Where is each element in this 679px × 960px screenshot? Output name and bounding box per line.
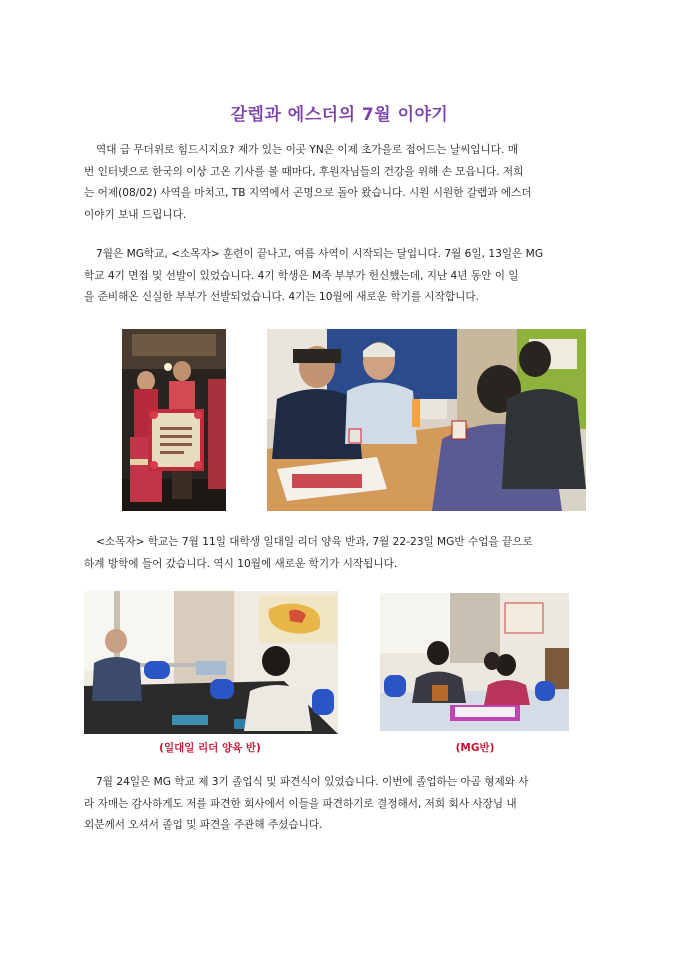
photo-leader-class-image [84, 591, 338, 734]
paragraph-line: 는 어제(08/02) 사역을 마치고, TB 지역에서 곤명으로 돌아 왔습니다. 시원 시원한 갈렙과 에스더 [84, 187, 532, 199]
photo-leader-class [84, 591, 338, 734]
paragraph-3 [84, 532, 596, 575]
paragraph-line: 외분께서 오셔서 졸업 및 파견을 주관해 주셨습니다. [84, 819, 323, 831]
paragraph-line: 7월은 MG학교, <소목자> 훈련이 끝나고, 여름 사역이 시작되는 달입니다. 7월 6일, 13일은 MG [96, 248, 544, 260]
photo-interview [267, 329, 586, 511]
paragraph-line: 을 준비해온 신실한 부부가 선발되었습니다. 4기는 10월에 새로운 학기를 시작합니다. [84, 291, 479, 303]
photo-interview-image [267, 329, 586, 511]
paragraph-line: 하계 방학에 들어 갔습니다. 역시 10월에 새로운 학기가 시작됩니다. [84, 557, 398, 570]
photo-ceremony-image [122, 329, 226, 511]
paragraph-line: 학교 4기 면접 및 선발이 있었습니다. 4기 학생은 M족 부부가 헌신했는데, 지난 4년 동안 이 일 [84, 269, 519, 282]
caption-mg-class: (MG반) [455, 742, 495, 754]
paragraph-line: 이야기 보내 드립니다. [84, 208, 187, 221]
paragraph-line: 라 자매는 감사하게도 저를 파견한 회사에서 이들을 파견하기로 결정해서, 저희 회사 사장님 내 [84, 797, 517, 810]
paragraph-4 [84, 772, 596, 837]
page-title: 갈렙과 에스더의 7월 이야기 [230, 105, 449, 125]
photo-mg-class [380, 593, 569, 731]
paragraph-line: 역대 급 무더위로 힘드시지요? 제가 있는 이곳 YN은 이제 초가을로 접어드는 날씨입니다. 매 [96, 144, 518, 156]
paragraph-line: 번 인터넷으로 한국의 이상 고온 기사를 볼 때마다, 후원자님들의 건강을 위해 손 모읍니다. 저희 [84, 165, 524, 178]
paragraph-2 [84, 244, 596, 309]
caption-leader-class: (일대일 리더 양육 반) [159, 742, 261, 754]
paragraph-line: <소목자> 학교는 7월 11일 대학생 일대일 리더 양육 반과, 7월 22-23일 MG반 수업을 끝으로 [96, 536, 533, 548]
photo-ceremony [122, 329, 226, 511]
photo-mg-class-image [380, 593, 569, 731]
paragraph-1 [84, 140, 596, 226]
paragraph-line: 7월 24일은 MG 학교 제 3기 졸업식 및 파견식이 있었습니다. 이번에 졸업하는 아곰 형제와 사 [96, 776, 529, 788]
